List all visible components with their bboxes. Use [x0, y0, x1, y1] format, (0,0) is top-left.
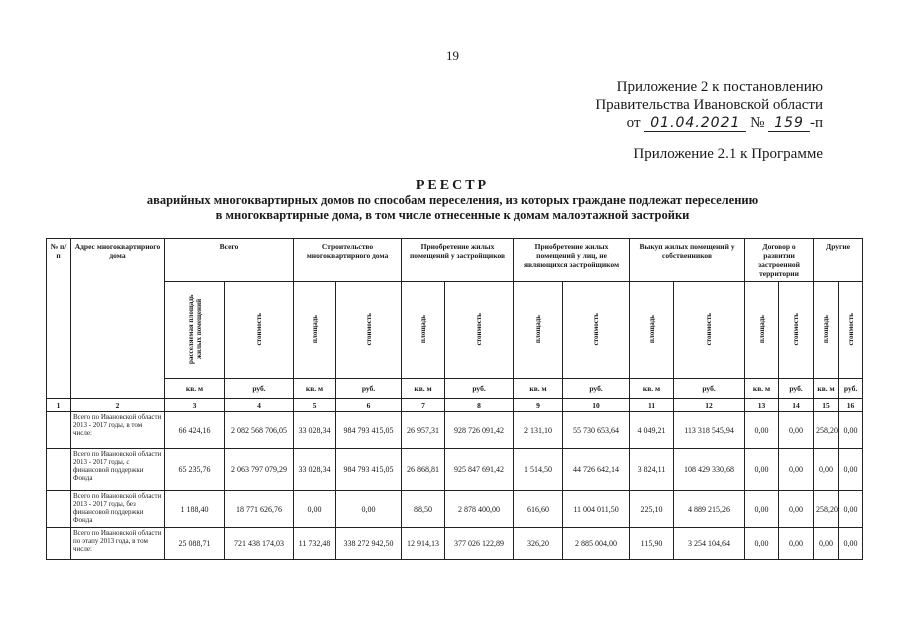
table-cell: 3 824,11	[630, 449, 674, 491]
date-prefix: от	[626, 115, 641, 131]
unit-area: кв. м	[745, 379, 779, 399]
header-sub-area	[745, 282, 779, 379]
table-cell: 12 914,13	[402, 528, 445, 560]
header-sub-area	[514, 282, 563, 379]
col-number: 13	[745, 399, 779, 412]
table-cell: 65 235,76	[165, 449, 225, 491]
handwritten-number: 159	[768, 116, 810, 132]
document-subtitle-1: аварийных многоквартирных домов по способам переселения, из которых граждане подлежат переселению	[146, 193, 759, 207]
number-prefix: №	[750, 115, 765, 131]
header-sub-area-total	[165, 282, 225, 379]
unit-cost: руб.	[674, 379, 745, 399]
table-cell: 0,00	[745, 449, 779, 491]
row-number-cell	[47, 449, 71, 491]
table-cell: 338 272 942,50	[336, 528, 402, 560]
table-cell: 1 514,50	[514, 449, 563, 491]
header-sub-area	[402, 282, 445, 379]
table-cell: 2 063 797 079,29	[225, 449, 294, 491]
table-cell: 66 424,16	[165, 412, 225, 449]
table-cell: 0,00	[839, 449, 863, 491]
program-appendix-ref: Приложение 2.1 к Программе	[633, 146, 823, 162]
table-cell: 2 131,10	[514, 412, 563, 449]
document-title: РЕЕСТР	[415, 178, 490, 193]
table-cell: 26 957,31	[402, 412, 445, 449]
col-number: 12	[674, 399, 745, 412]
handwritten-date: 01.04.2021	[644, 116, 746, 132]
row-number-cell	[47, 528, 71, 560]
unit-cost: руб.	[445, 379, 514, 399]
table-row	[47, 491, 863, 528]
table-cell: 2 878 400,00	[445, 491, 514, 528]
table-cell: 721 438 174,03	[225, 528, 294, 560]
table-cell: 33 028,34	[294, 449, 336, 491]
header-sub-area-text: площадь	[822, 314, 831, 344]
header-group-non-developers: Приобретение жилых помещений у лиц, не являющихся застройщиком	[514, 239, 630, 282]
header-group-developers: Приобретение жилых помещений у застройщиков	[402, 239, 514, 282]
header-sub-cost	[445, 282, 514, 379]
header-group-construction: Строительство многоквартирного дома	[294, 239, 402, 282]
row-label: Всего по Ивановской области 2013 - 2017 годы, в том числе:	[71, 412, 165, 449]
header-group-buyout: Выкуп жилых помещений у собственников	[630, 239, 745, 282]
header-group-row	[47, 239, 863, 282]
table-cell: 0,00	[745, 412, 779, 449]
header-sub-cost	[225, 282, 294, 379]
table-cell: 2 885 004,00	[563, 528, 630, 560]
col-number: 9	[514, 399, 563, 412]
unit-area: кв. м	[630, 379, 674, 399]
table-cell: 11 732,48	[294, 528, 336, 560]
header-sub-cost-text: стоимость	[705, 312, 714, 346]
unit-area: кв. м	[402, 379, 445, 399]
header-sub-cost	[563, 282, 630, 379]
appendix-line-2: Правительства Ивановской области	[595, 97, 823, 113]
table-cell: 26 868,81	[402, 449, 445, 491]
table-cell: 3 254 104,64	[674, 528, 745, 560]
table-cell: 0,00	[814, 449, 839, 491]
table-cell: 4 049,21	[630, 412, 674, 449]
table-cell: 984 793 415,05	[336, 412, 402, 449]
header-sub-cost-text: стоимость	[846, 312, 855, 346]
table-cell: 928 726 091,42	[445, 412, 514, 449]
registry-table	[46, 238, 863, 560]
col-number: 10	[563, 399, 630, 412]
header-sub-cost-text: стоимость	[475, 312, 484, 346]
table-cell: 258,20	[814, 491, 839, 528]
header-group-development-contract: Договор о развитии застроенной территории	[745, 239, 814, 282]
row-label: Всего по Ивановской области 2013 - 2017 годы, без финансовой поддержки Фонда	[71, 491, 165, 528]
row-number-cell	[47, 491, 71, 528]
header-group-total: Всего	[165, 239, 294, 282]
unit-area: кв. м	[814, 379, 839, 399]
col-number: 2	[71, 399, 165, 412]
table-cell: 616,60	[514, 491, 563, 528]
col-number: 7	[402, 399, 445, 412]
table-cell: 115,90	[630, 528, 674, 560]
header-address: Адрес многоквартирного дома	[71, 239, 165, 399]
table-cell: 0,00	[839, 412, 863, 449]
table-cell: 55 730 653,64	[563, 412, 630, 449]
table-cell: 0,00	[336, 491, 402, 528]
page-number: 19	[446, 48, 459, 63]
header-sub-area-text: площадь	[419, 314, 428, 344]
table-cell: 18 771 626,76	[225, 491, 294, 528]
unit-area: кв. м	[294, 379, 336, 399]
column-number-row	[47, 399, 863, 412]
unit-cost: руб.	[839, 379, 863, 399]
table-cell: 0,00	[779, 412, 814, 449]
header-sub-area-text: площадь	[757, 314, 766, 344]
appendix-date-line	[627, 114, 823, 133]
col-number: 14	[779, 399, 814, 412]
table-cell: 0,00	[779, 449, 814, 491]
table-cell: 113 318 545,94	[674, 412, 745, 449]
header-group-other: Другие	[814, 239, 863, 282]
table-cell: 0,00	[779, 491, 814, 528]
header-sub-cost-text: стоимость	[592, 312, 601, 346]
header-sub-area-total-text: расселяемая площадь жилых помещений	[186, 294, 203, 364]
header-sub-area-text: площадь	[534, 314, 543, 344]
unit-area: кв. м	[514, 379, 563, 399]
table-row	[47, 412, 863, 449]
table-cell: 0,00	[294, 491, 336, 528]
header-sub-cost-text: стоимость	[255, 312, 263, 346]
table-cell: 0,00	[814, 528, 839, 560]
col-number: 3	[165, 399, 225, 412]
row-number-cell	[47, 412, 71, 449]
header-sub-area	[294, 282, 336, 379]
table-cell: 11 004 011,50	[563, 491, 630, 528]
table-cell: 33 028,34	[294, 412, 336, 449]
unit-cost: руб.	[779, 379, 814, 399]
header-sub-area	[814, 282, 839, 379]
col-number: 1	[47, 399, 71, 412]
col-number: 11	[630, 399, 674, 412]
table-cell: 225,10	[630, 491, 674, 528]
table-cell: 0,00	[839, 491, 863, 528]
unit-cost: руб.	[225, 379, 294, 399]
header-sub-area-text: площадь	[647, 314, 656, 344]
table-cell: 2 082 568 706,05	[225, 412, 294, 449]
table-cell: 258,20	[814, 412, 839, 449]
table-cell: 0,00	[779, 528, 814, 560]
table-cell: 0,00	[745, 528, 779, 560]
header-sub-row	[47, 282, 863, 379]
col-number: 8	[445, 399, 514, 412]
unit-cost: руб.	[563, 379, 630, 399]
header-sub-cost	[674, 282, 745, 379]
table-row	[47, 449, 863, 491]
unit-cost: руб.	[336, 379, 402, 399]
table-cell: 1 188,40	[165, 491, 225, 528]
table-cell: 377 026 122,89	[445, 528, 514, 560]
number-suffix: -п	[809, 115, 823, 131]
header-sub-cost-text: стоимость	[792, 312, 801, 346]
row-label: Всего по Ивановской области по этапу 2013 года, в том числе:	[71, 528, 165, 560]
header-unit-row	[47, 379, 863, 399]
col-number: 5	[294, 399, 336, 412]
header-sub-area-text: площадь	[310, 314, 319, 344]
col-number: 16	[839, 399, 863, 412]
header-sub-cost	[779, 282, 814, 379]
header-sub-cost-text: стоимость	[364, 312, 373, 346]
table-cell: 4 889 215,26	[674, 491, 745, 528]
table-cell: 925 847 691,42	[445, 449, 514, 491]
row-label: Всего по Ивановской области 2013 - 2017 годы, с финансовой поддержки Фонда	[71, 449, 165, 491]
header-num: № п/п	[47, 239, 71, 399]
col-number: 4	[225, 399, 294, 412]
table-cell: 0,00	[839, 528, 863, 560]
table-cell: 88,50	[402, 491, 445, 528]
col-number: 15	[814, 399, 839, 412]
table-cell: 984 793 415,05	[336, 449, 402, 491]
header-sub-cost	[336, 282, 402, 379]
header-sub-area	[630, 282, 674, 379]
table-cell: 108 429 330,68	[674, 449, 745, 491]
table-cell: 0,00	[745, 491, 779, 528]
table-cell: 326,20	[514, 528, 563, 560]
appendix-line-1: Приложение 2 к постановлению	[616, 79, 823, 95]
header-sub-cost	[839, 282, 863, 379]
col-number: 6	[336, 399, 402, 412]
document-subtitle-2: в многоквартирные дома, в том числе отнесенные к домам малоэтажной застройки	[215, 208, 690, 222]
table-row	[47, 528, 863, 560]
table-cell: 25 088,71	[165, 528, 225, 560]
unit-area: кв. м	[165, 379, 225, 399]
table-cell: 44 726 642,14	[563, 449, 630, 491]
